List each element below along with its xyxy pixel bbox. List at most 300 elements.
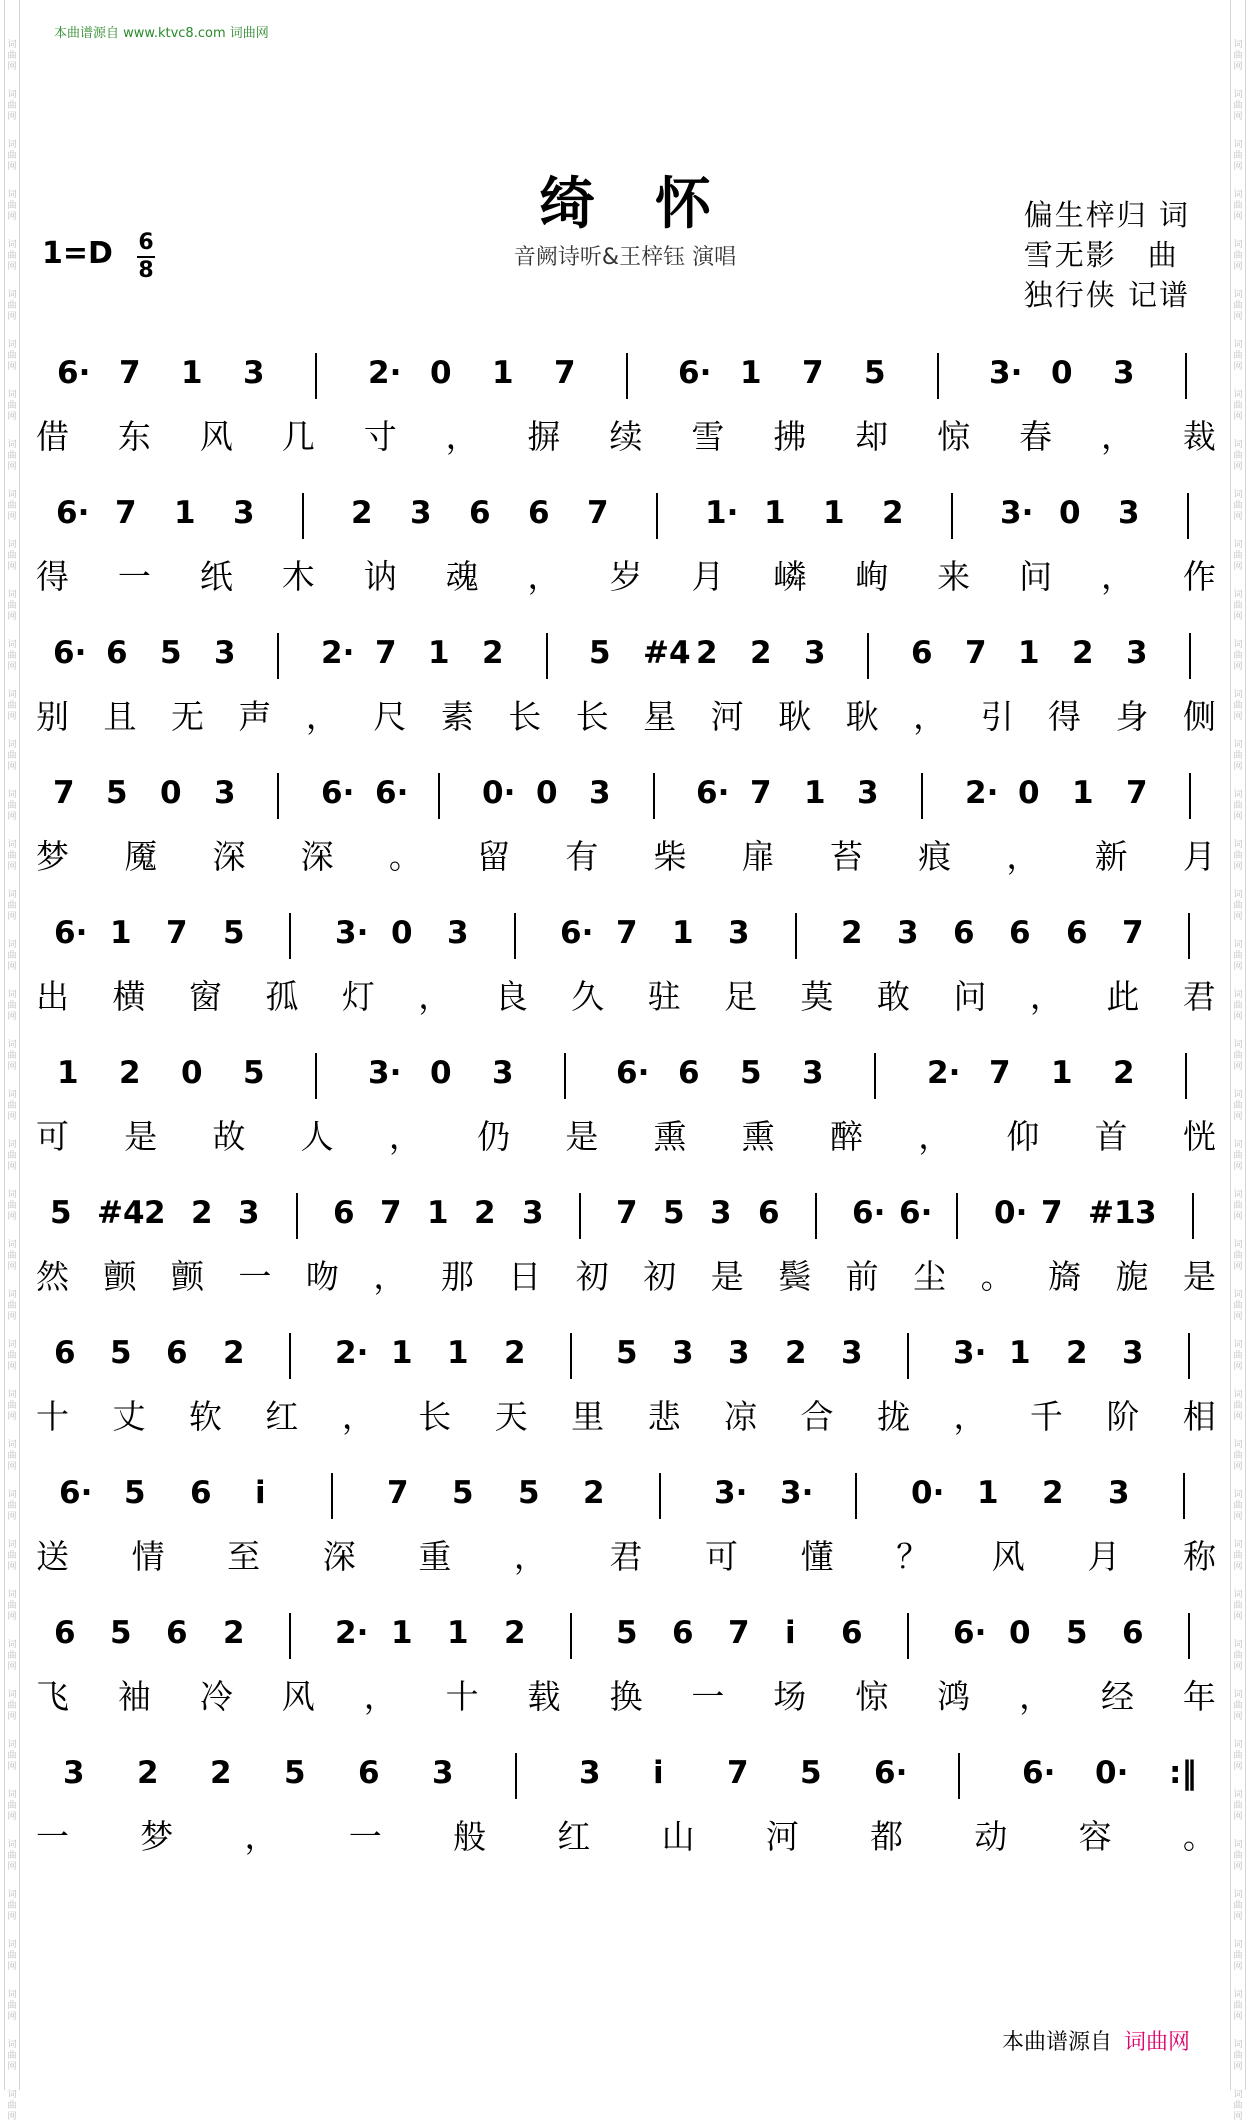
watermark-text: 词曲网 bbox=[1233, 2090, 1243, 2122]
lyric-char: 熏 bbox=[741, 1117, 775, 1156]
note: 7 bbox=[1122, 915, 1144, 951]
note: 7 bbox=[616, 1195, 638, 1231]
note: 3 bbox=[522, 1195, 544, 1231]
note: 5 bbox=[663, 1195, 685, 1231]
note: 7 bbox=[587, 495, 609, 531]
lyric-char: 且 bbox=[103, 697, 137, 736]
left-border-strip bbox=[4, 0, 20, 2122]
lyric-char: 首 bbox=[1094, 1117, 1128, 1156]
note: 3 bbox=[214, 775, 236, 811]
lyric-char: 风 bbox=[991, 1537, 1025, 1576]
note: 6 bbox=[911, 635, 933, 671]
lyric-char: 君 bbox=[1182, 977, 1216, 1016]
watermark-text: 词曲网 bbox=[7, 1390, 17, 1422]
lyric-char: 一 bbox=[691, 1677, 725, 1716]
lyric-char: 岁 bbox=[609, 557, 643, 596]
note: 1 bbox=[447, 1615, 469, 1651]
watermark-text: 词曲网 bbox=[7, 690, 17, 722]
watermark-text: 词曲网 bbox=[7, 1240, 17, 1272]
lyric-char: 足 bbox=[724, 977, 758, 1016]
lyric-char: 声 bbox=[238, 697, 272, 736]
note: 7 bbox=[119, 355, 141, 391]
watermark-text: 词曲网 bbox=[7, 1190, 17, 1222]
note: 6 bbox=[1122, 1615, 1144, 1651]
note: 7 bbox=[554, 355, 576, 391]
lyric-char: 仍 bbox=[477, 1117, 511, 1156]
note: 3 bbox=[243, 355, 265, 391]
lyric-char: ， bbox=[373, 1257, 407, 1296]
watermark-text: 词曲网 bbox=[7, 440, 17, 472]
watermark-text: 词曲网 bbox=[1233, 40, 1243, 72]
barline bbox=[1183, 1473, 1185, 1519]
lyric-char: 裁 bbox=[1182, 417, 1216, 456]
lyric-char: 敢 bbox=[876, 977, 910, 1016]
note: 2 bbox=[1113, 1055, 1135, 1091]
note: 0 bbox=[1018, 775, 1040, 811]
barline bbox=[296, 1193, 298, 1239]
note: 7 bbox=[115, 495, 137, 531]
watermark-text: 词曲网 bbox=[7, 1590, 17, 1622]
note: 3 bbox=[1108, 1475, 1130, 1511]
note: 2· bbox=[368, 355, 402, 391]
lyric-char: 一 bbox=[238, 1257, 272, 1296]
note: 6· bbox=[560, 915, 594, 951]
lyric-char: 是 bbox=[710, 1257, 744, 1296]
source-header: 本曲谱源自 www.ktvc8.com 词曲网 bbox=[54, 26, 269, 41]
note: 1 bbox=[764, 495, 786, 531]
note: 0· bbox=[994, 1195, 1028, 1231]
note: 1 bbox=[492, 355, 514, 391]
notes-line bbox=[36, 485, 1216, 549]
barline bbox=[315, 353, 317, 399]
barline bbox=[277, 633, 279, 679]
barline bbox=[289, 1333, 291, 1379]
lyrics-line bbox=[36, 831, 1216, 881]
watermark-text: 词曲网 bbox=[1233, 1890, 1243, 1922]
note: 6· bbox=[375, 775, 409, 811]
lyric-char: ， bbox=[1029, 977, 1063, 1016]
song-title: 绮怀 bbox=[539, 171, 771, 237]
watermark-text: 词曲网 bbox=[7, 2090, 17, 2122]
lyric-char: 熏 bbox=[653, 1117, 687, 1156]
lyric-char: 灯 bbox=[341, 977, 375, 1016]
barline bbox=[795, 913, 797, 959]
barline bbox=[907, 1333, 909, 1379]
lyric-char: 良 bbox=[494, 977, 528, 1016]
note: 5 bbox=[616, 1615, 638, 1651]
lyric-char: 悲 bbox=[647, 1397, 681, 1436]
lyric-char: 莫 bbox=[800, 977, 834, 1016]
note: 2 bbox=[1042, 1475, 1064, 1511]
watermark-text: 词曲网 bbox=[7, 1540, 17, 1572]
lyric-char: 初 bbox=[643, 1257, 677, 1296]
note: 1 bbox=[174, 495, 196, 531]
note: 6· bbox=[59, 1475, 93, 1511]
score-row bbox=[36, 1045, 1216, 1185]
lyric-char: ， bbox=[913, 697, 947, 736]
lyric-char: 深 bbox=[212, 837, 246, 876]
watermark-text: 词曲网 bbox=[1233, 90, 1243, 122]
note: 6· bbox=[321, 775, 355, 811]
lyric-char: 问 bbox=[1019, 557, 1053, 596]
barline bbox=[874, 1053, 876, 1099]
score-row bbox=[36, 625, 1216, 765]
note: 5 bbox=[110, 1615, 132, 1651]
watermark-text: 词曲网 bbox=[1233, 1840, 1243, 1872]
notes-line bbox=[36, 1325, 1216, 1389]
lyric-char: 里 bbox=[571, 1397, 605, 1436]
note: 2 bbox=[882, 495, 904, 531]
note: 5 bbox=[50, 1195, 72, 1231]
watermark-text: 词曲网 bbox=[7, 590, 17, 622]
note: 2 bbox=[210, 1755, 232, 1791]
lyric-char: 然 bbox=[36, 1257, 69, 1296]
lyric-char: 醉 bbox=[829, 1117, 863, 1156]
lyric-char: 可 bbox=[705, 1537, 739, 1576]
note: 0· bbox=[482, 775, 516, 811]
note: 5 bbox=[106, 775, 128, 811]
barline bbox=[1188, 913, 1190, 959]
notes-line bbox=[36, 905, 1216, 969]
note: 3 bbox=[841, 1335, 863, 1371]
note: 7 bbox=[989, 1055, 1011, 1091]
watermark-text: 词曲网 bbox=[1233, 140, 1243, 172]
watermark-text: 词曲网 bbox=[1233, 590, 1243, 622]
barline bbox=[951, 493, 953, 539]
end-repeat: :‖ bbox=[1169, 1755, 1197, 1791]
note: 0 bbox=[1009, 1615, 1031, 1651]
lyric-char: 情 bbox=[131, 1537, 165, 1576]
watermark-text: 词曲网 bbox=[1233, 2040, 1243, 2072]
lyric-char: ， bbox=[1100, 557, 1134, 596]
watermark-text: 词曲网 bbox=[7, 290, 17, 322]
barline bbox=[626, 353, 628, 399]
lyric-char: 得 bbox=[1048, 697, 1082, 736]
watermark-text: 词曲网 bbox=[1233, 1290, 1243, 1322]
note: #4 bbox=[97, 1195, 145, 1231]
lyric-char: ， bbox=[445, 417, 479, 456]
lyric-char: 耿 bbox=[778, 697, 812, 736]
note: 0 bbox=[160, 775, 182, 811]
watermark-text: 词曲网 bbox=[1233, 1190, 1243, 1222]
lyric-char: 前 bbox=[845, 1257, 879, 1296]
watermark-text: 词曲网 bbox=[1233, 890, 1243, 922]
note: 0 bbox=[1059, 495, 1081, 531]
barline bbox=[956, 1193, 958, 1239]
note: 5 bbox=[616, 1335, 638, 1371]
lyric-char: ， bbox=[418, 977, 452, 1016]
barline bbox=[921, 773, 923, 819]
note: 5 bbox=[284, 1755, 306, 1791]
lyric-char: 却 bbox=[855, 417, 889, 456]
lyric-char: 别 bbox=[36, 697, 69, 736]
watermark-text: 词曲网 bbox=[7, 1040, 17, 1072]
lyric-char: 十 bbox=[36, 1397, 69, 1436]
note: 2· bbox=[927, 1055, 961, 1091]
lyric-char: 旎 bbox=[1115, 1257, 1149, 1296]
note: 6· bbox=[53, 635, 87, 671]
lyric-char: 月 bbox=[1182, 837, 1216, 876]
note: 1 bbox=[1009, 1335, 1031, 1371]
watermark-text: 词曲网 bbox=[1233, 540, 1243, 572]
lyric-char: 月 bbox=[691, 557, 725, 596]
watermark-text: 词曲网 bbox=[1233, 1440, 1243, 1472]
lyric-char: 扉 bbox=[741, 837, 775, 876]
barline bbox=[289, 913, 291, 959]
lyrics-line bbox=[36, 1671, 1216, 1721]
note: 3 bbox=[492, 1055, 514, 1091]
notes-line bbox=[36, 1465, 1216, 1529]
watermark-text: 词曲网 bbox=[7, 390, 17, 422]
notes-line bbox=[36, 625, 1216, 689]
watermark-text: 词曲网 bbox=[7, 790, 17, 822]
watermark-text: 词曲网 bbox=[7, 40, 17, 72]
watermark-text: 词曲网 bbox=[7, 1740, 17, 1772]
note: 2 bbox=[474, 1195, 496, 1231]
note: 3 bbox=[238, 1195, 260, 1231]
lyrics-line bbox=[36, 691, 1216, 741]
note: 2 bbox=[841, 915, 863, 951]
notes-line bbox=[36, 1605, 1216, 1669]
note: 3 bbox=[1135, 1195, 1157, 1231]
barline bbox=[815, 1193, 817, 1239]
watermark-text: 词曲网 bbox=[7, 1940, 17, 1972]
lyric-char: ， bbox=[953, 1397, 987, 1436]
lyric-char: 摒 bbox=[527, 417, 561, 456]
note: 2 bbox=[351, 495, 373, 531]
barline bbox=[958, 1753, 960, 1799]
watermark-text: 词曲网 bbox=[1233, 1090, 1243, 1122]
note: 1 bbox=[1051, 1055, 1073, 1091]
lyric-char: 身 bbox=[1115, 697, 1149, 736]
watermark-text: 词曲网 bbox=[7, 840, 17, 872]
note: i bbox=[653, 1755, 664, 1791]
notes-line bbox=[36, 1185, 1216, 1249]
note: 6 bbox=[358, 1755, 380, 1791]
lyric-char: ， bbox=[1100, 417, 1134, 456]
barline bbox=[1189, 633, 1191, 679]
note: 5 bbox=[452, 1475, 474, 1511]
note: 6 bbox=[54, 1615, 76, 1651]
note: 3 bbox=[579, 1755, 601, 1791]
note: 5 bbox=[110, 1335, 132, 1371]
watermark-text: 词曲网 bbox=[7, 1990, 17, 2022]
barline bbox=[855, 1473, 857, 1519]
note: 6 bbox=[758, 1195, 780, 1231]
note: 6· bbox=[953, 1615, 987, 1651]
lyric-char: 峋 bbox=[855, 557, 889, 596]
lyric-char: 风 bbox=[281, 1677, 315, 1716]
watermark-text: 词曲网 bbox=[1233, 790, 1243, 822]
note: 2 bbox=[223, 1335, 245, 1371]
note: 1 bbox=[391, 1615, 413, 1651]
barline bbox=[277, 773, 279, 819]
watermark-text: 词曲网 bbox=[7, 1440, 17, 1472]
lyric-char: 凉 bbox=[724, 1397, 758, 1436]
lyric-char: 年 bbox=[1182, 1677, 1216, 1716]
note: 2 bbox=[191, 1195, 213, 1231]
note: 2 bbox=[144, 1195, 166, 1231]
note: 5 bbox=[864, 355, 886, 391]
note: 2 bbox=[504, 1615, 526, 1651]
lyric-char: 尘 bbox=[913, 1257, 947, 1296]
watermark-text: 词曲网 bbox=[7, 1840, 17, 1872]
lyric-char: 送 bbox=[36, 1537, 69, 1576]
note: i bbox=[785, 1615, 796, 1651]
lyrics-line bbox=[36, 971, 1216, 1021]
note: 6· bbox=[616, 1055, 650, 1091]
lyric-char: 容 bbox=[1078, 1817, 1112, 1856]
watermark-text: 词曲网 bbox=[1233, 840, 1243, 872]
lyric-char: 几 bbox=[281, 417, 315, 456]
lyric-char: 吻 bbox=[305, 1257, 339, 1296]
watermark-text: 词曲网 bbox=[1233, 440, 1243, 472]
note: 0 bbox=[181, 1055, 203, 1091]
note: 3· bbox=[335, 915, 369, 951]
note: 1 bbox=[57, 1055, 79, 1091]
note: 6 bbox=[190, 1475, 212, 1511]
lyric-char: 仰 bbox=[1006, 1117, 1040, 1156]
lyric-char: 侧 bbox=[1182, 697, 1216, 736]
note: 7 bbox=[380, 1195, 402, 1231]
performer-line: 音阙诗听&王梓钰 演唱 bbox=[513, 245, 737, 270]
lyric-char: 春 bbox=[1019, 417, 1053, 456]
watermark-text: 词曲网 bbox=[1233, 290, 1243, 322]
note: 0· bbox=[911, 1475, 945, 1511]
watermark-text: 词曲网 bbox=[1233, 1990, 1243, 2022]
note: 1 bbox=[447, 1335, 469, 1371]
barline bbox=[570, 1333, 572, 1379]
note: 3· bbox=[989, 355, 1023, 391]
lyric-char: 拢 bbox=[876, 1397, 910, 1436]
note: 3 bbox=[589, 775, 611, 811]
note: 6 bbox=[528, 495, 550, 531]
note: 6· bbox=[696, 775, 730, 811]
note: i bbox=[255, 1475, 266, 1511]
barline bbox=[515, 1753, 517, 1799]
watermark-text: 词曲网 bbox=[7, 1340, 17, 1372]
lyric-char: 长 bbox=[575, 697, 609, 736]
lyric-char: 。 bbox=[1182, 1817, 1216, 1856]
lyric-char: 人 bbox=[300, 1117, 334, 1156]
lyric-char: 故 bbox=[212, 1117, 246, 1156]
lyric-char: 是 bbox=[124, 1117, 158, 1156]
score-row bbox=[36, 485, 1216, 625]
barline bbox=[867, 633, 869, 679]
watermark-text: 词曲网 bbox=[7, 490, 17, 522]
watermark-text: 词曲网 bbox=[1233, 1340, 1243, 1372]
note: 6· bbox=[852, 1195, 886, 1231]
lyric-char: 丈 bbox=[112, 1397, 146, 1436]
watermark-text: 词曲网 bbox=[1233, 1540, 1243, 1572]
note: 2 bbox=[583, 1475, 605, 1511]
barline bbox=[1188, 1333, 1190, 1379]
notes-line bbox=[36, 1045, 1216, 1109]
score-row bbox=[36, 1605, 1216, 1745]
barline bbox=[1185, 1053, 1187, 1099]
note: 3· bbox=[953, 1335, 987, 1371]
lyrics-line bbox=[36, 411, 1216, 461]
lyric-char: 无 bbox=[170, 697, 204, 736]
watermark-text: 词曲网 bbox=[1233, 1390, 1243, 1422]
watermark-text: 词曲网 bbox=[1233, 1640, 1243, 1672]
watermark-text: 词曲网 bbox=[1233, 340, 1243, 372]
note: 7 bbox=[387, 1475, 409, 1511]
note: 7 bbox=[728, 1615, 750, 1651]
watermark-text: 词曲网 bbox=[1233, 240, 1243, 272]
lyric-char: 梦 bbox=[140, 1817, 174, 1856]
note: 5 bbox=[589, 635, 611, 671]
lyric-char: 寸 bbox=[363, 417, 397, 456]
note: 6 bbox=[469, 495, 491, 531]
note: 0 bbox=[430, 355, 452, 391]
lyric-char: 雪 bbox=[691, 417, 725, 456]
lyric-char: 称 bbox=[1182, 1537, 1216, 1576]
barline bbox=[289, 1613, 291, 1659]
lyric-char: 借 bbox=[36, 417, 69, 456]
note: 2 bbox=[1066, 1335, 1088, 1371]
note: 0 bbox=[536, 775, 558, 811]
note: 3· bbox=[368, 1055, 402, 1091]
watermark-text: 词曲网 bbox=[1233, 990, 1243, 1022]
lyric-char: 千 bbox=[1029, 1397, 1063, 1436]
note: 3 bbox=[897, 915, 919, 951]
notes-line bbox=[36, 765, 1216, 829]
watermark-text: 词曲网 bbox=[7, 1790, 17, 1822]
watermark-text: 词曲网 bbox=[7, 1140, 17, 1172]
note: 3 bbox=[802, 1055, 824, 1091]
barline bbox=[331, 1473, 333, 1519]
lyric-char: 深 bbox=[322, 1537, 356, 1576]
lyric-char: 懂 bbox=[800, 1537, 834, 1576]
note: 7 bbox=[1041, 1195, 1063, 1231]
lyric-char: 经 bbox=[1100, 1677, 1134, 1716]
note: 1 bbox=[181, 355, 203, 391]
note: 5 bbox=[740, 1055, 762, 1091]
lyric-char: ， bbox=[513, 1537, 547, 1576]
note: 6 bbox=[672, 1615, 694, 1651]
lyric-char: 都 bbox=[870, 1817, 904, 1856]
lyrics-line bbox=[36, 551, 1216, 601]
watermark-text: 词曲网 bbox=[1233, 1740, 1243, 1772]
lyric-char: 深 bbox=[300, 837, 334, 876]
note: 6· bbox=[57, 355, 91, 391]
note: 1 bbox=[740, 355, 762, 391]
lyric-char: 月 bbox=[1087, 1537, 1121, 1576]
lyric-char: 孤 bbox=[265, 977, 299, 1016]
barline bbox=[1187, 493, 1189, 539]
barline bbox=[564, 1053, 566, 1099]
lyric-char: 初 bbox=[575, 1257, 609, 1296]
lyric-char: 恍 bbox=[1182, 1117, 1216, 1156]
note: 7 bbox=[750, 775, 772, 811]
lyric-char: 一 bbox=[36, 1817, 69, 1856]
lyric-char: 袖 bbox=[117, 1677, 151, 1716]
score-row bbox=[36, 905, 1216, 1045]
barline bbox=[438, 773, 440, 819]
watermark-text: 词曲网 bbox=[7, 190, 17, 222]
note: 6· bbox=[899, 1195, 933, 1231]
lyric-char: 。 bbox=[980, 1257, 1014, 1296]
watermark-text: 词曲网 bbox=[1233, 1690, 1243, 1722]
note: 2 bbox=[119, 1055, 141, 1091]
lyric-char: 天 bbox=[494, 1397, 528, 1436]
lyric-char: 至 bbox=[227, 1537, 261, 1576]
lyric-char: 久 bbox=[571, 977, 605, 1016]
watermark-text: 词曲网 bbox=[7, 90, 17, 122]
note: 2 bbox=[137, 1755, 159, 1791]
note: 6 bbox=[54, 1335, 76, 1371]
